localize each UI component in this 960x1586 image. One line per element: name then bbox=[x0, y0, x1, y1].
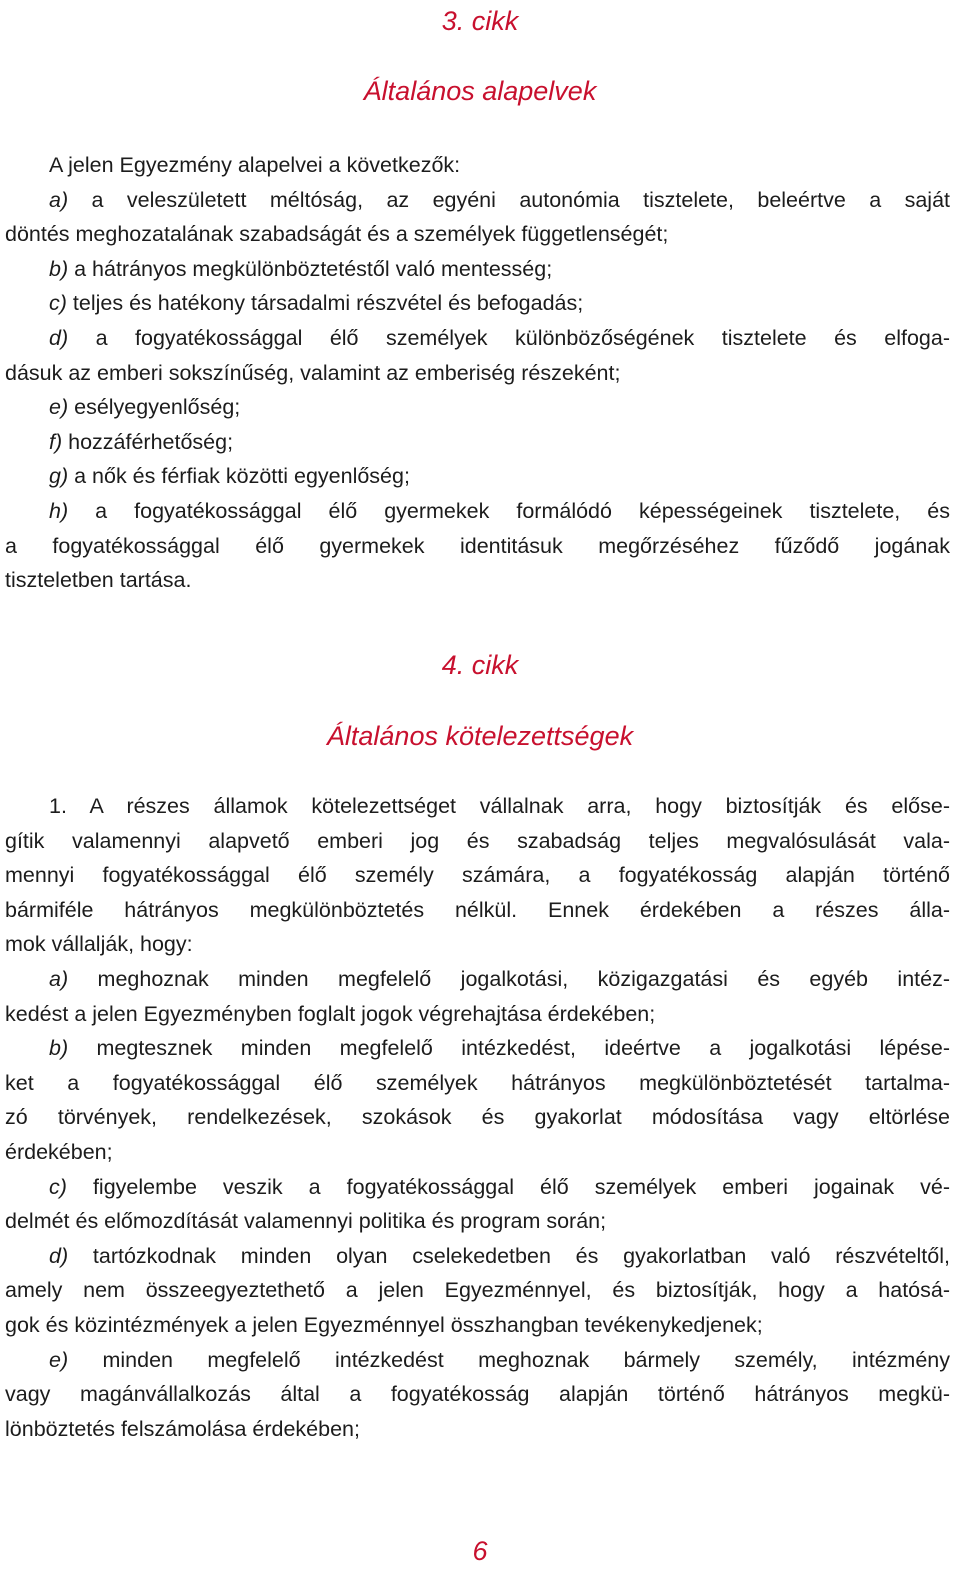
text-line bbox=[5, 356, 950, 391]
text-line bbox=[5, 1170, 950, 1205]
line-text: megtesznek minden megfelelő intézkedést, ideértve a jogalkotási lépése- bbox=[96, 1036, 950, 1061]
text-line bbox=[5, 148, 950, 183]
line-text: bármiféle hátrányos megkülönböztetés nélkül. Ennek érdekében a részes álla- bbox=[5, 897, 950, 922]
line-text: a fogyatékossággal élő személyek különbözőségének tisztelete és elfoga- bbox=[95, 325, 950, 350]
article-3-number: 3. cikk bbox=[441, 6, 519, 36]
text-line bbox=[5, 1273, 950, 1308]
item-label: a) bbox=[49, 187, 69, 212]
line-text: a fogyatékossággal élő gyermekek formálódó képességeinek tisztelete, és bbox=[95, 498, 950, 523]
text-line bbox=[5, 321, 950, 356]
item-label: e) bbox=[49, 395, 69, 420]
line-text: dásuk az emberi sokszínűség, valamint az emberiség részeként; bbox=[5, 360, 621, 385]
item-label: d) bbox=[49, 325, 69, 350]
text-line bbox=[5, 494, 950, 529]
item-label: b) bbox=[49, 256, 69, 281]
line-text: ket a fogyatékossággal élő személyek hátrányos megkülönböztetését tartalma- bbox=[5, 1070, 950, 1095]
text-line bbox=[5, 529, 950, 564]
line-text: mennyi fogyatékossággal élő személy számára, a fogyatékosság alapján történő bbox=[5, 863, 950, 888]
text-line bbox=[5, 1239, 950, 1274]
text-line bbox=[5, 1031, 950, 1066]
text-line bbox=[5, 252, 950, 287]
line-text: a fogyatékossággal élő gyermekek identitásuk megőrzéséhez fűződő jogának bbox=[5, 533, 950, 558]
text-line bbox=[5, 1377, 950, 1412]
text-line bbox=[5, 858, 950, 893]
item-label: g) bbox=[49, 464, 69, 489]
line-text: vagy magánvállalkozás által a fogyatékosság alapján történő hátrányos megkü- bbox=[5, 1382, 950, 1407]
text-line bbox=[5, 1066, 950, 1101]
article-3-title: Általános alapelvek bbox=[363, 76, 597, 106]
line-text: mok vállalják, hogy: bbox=[5, 932, 193, 957]
item-label: e) bbox=[49, 1347, 69, 1372]
text-line bbox=[5, 1343, 950, 1378]
item-label: c) bbox=[49, 291, 67, 316]
item-label: f) bbox=[49, 429, 63, 454]
line-text: gok és közintézmények a jelen Egyezménnyel összhangban tevékenykedjenek; bbox=[5, 1312, 763, 1337]
line-text: meghoznak minden megfelelő jogalkotási, közigazgatási és egyéb intéz- bbox=[97, 966, 950, 991]
line-text: minden megfelelő intézkedést meghoznak bármely személy, intézmény bbox=[102, 1347, 950, 1372]
line-text: figyelembe veszik a fogyatékossággal élő személyek emberi jogainak vé- bbox=[92, 1174, 950, 1199]
line-text: kedést a jelen Egyezményben foglalt jogok végrehajtása érdekében; bbox=[5, 1001, 656, 1026]
text-line bbox=[5, 824, 950, 859]
text-line bbox=[5, 962, 950, 997]
text-line bbox=[5, 789, 950, 824]
line-text: zó törvények, rendelkezések, szokások és gyakorlat módosítása vagy eltörlése bbox=[5, 1105, 950, 1130]
text-line bbox=[5, 997, 950, 1032]
text-line bbox=[5, 563, 950, 598]
item-label: h) bbox=[49, 498, 69, 523]
line-text: lönböztetés felszámolása érdekében; bbox=[5, 1416, 360, 1441]
item-label: b) bbox=[49, 1036, 69, 1061]
text-line bbox=[5, 459, 950, 494]
line-text: a veleszületett méltóság, az egyéni autonómia tisztelete, beleértve a saját bbox=[91, 187, 950, 212]
text-line bbox=[5, 1204, 950, 1239]
line-text: tartózkodnak minden olyan cselekedetben és gyakorlatban való részvételtől, bbox=[92, 1243, 950, 1268]
item-label: a) bbox=[49, 966, 69, 991]
item-label: d) bbox=[49, 1243, 69, 1268]
text-line bbox=[5, 1308, 950, 1343]
line-text: 1. A részes államok kötelezettséget vállalnak arra, hogy biztosítják és előse- bbox=[49, 794, 950, 818]
line-text: döntés meghozatalának szabadságát és a személyek függetlenségét; bbox=[5, 222, 669, 247]
line-text: tiszteletben tartása. bbox=[5, 568, 192, 593]
line-text: teljes és hatékony társadalmi részvétel és befogadás; bbox=[72, 291, 584, 316]
line-text: gítik valamennyi alapvető emberi jog és szabadság teljes megvalósulását vala- bbox=[5, 828, 950, 853]
text-line bbox=[5, 893, 950, 928]
article-4-body bbox=[5, 789, 950, 1446]
text-line bbox=[5, 1412, 950, 1447]
text-line bbox=[5, 1100, 950, 1135]
line-text: A jelen Egyezmény alapelvei a következők: bbox=[49, 153, 461, 177]
text-line bbox=[5, 927, 950, 962]
line-text: hozzáférhetőség; bbox=[68, 429, 234, 454]
line-text: delmét és előmozdítását valamennyi politika és program során; bbox=[5, 1209, 607, 1234]
article-3-body bbox=[5, 148, 950, 598]
article-4-number: 4. cikk bbox=[441, 650, 519, 680]
text-line bbox=[5, 286, 950, 321]
article-4-title: Általános kötelezettségek bbox=[326, 721, 634, 751]
text-line bbox=[5, 1135, 950, 1170]
text-line bbox=[5, 425, 950, 460]
line-text: esélyegyenlőség; bbox=[74, 395, 241, 420]
page-number: 6 bbox=[472, 1536, 488, 1566]
line-text: a hátrányos megkülönböztetéstől való mentesség; bbox=[74, 256, 553, 281]
text-line bbox=[5, 217, 950, 252]
text-line bbox=[5, 183, 950, 218]
text-line bbox=[5, 390, 950, 425]
line-text: amely nem összeegyeztethető a jelen Egyezménnyel, és biztosítják, hogy a hatósá- bbox=[5, 1278, 950, 1303]
item-label: c) bbox=[49, 1174, 67, 1199]
line-text: a nők és férfiak közötti egyenlőség; bbox=[74, 464, 410, 489]
line-text: érdekében; bbox=[5, 1139, 113, 1164]
